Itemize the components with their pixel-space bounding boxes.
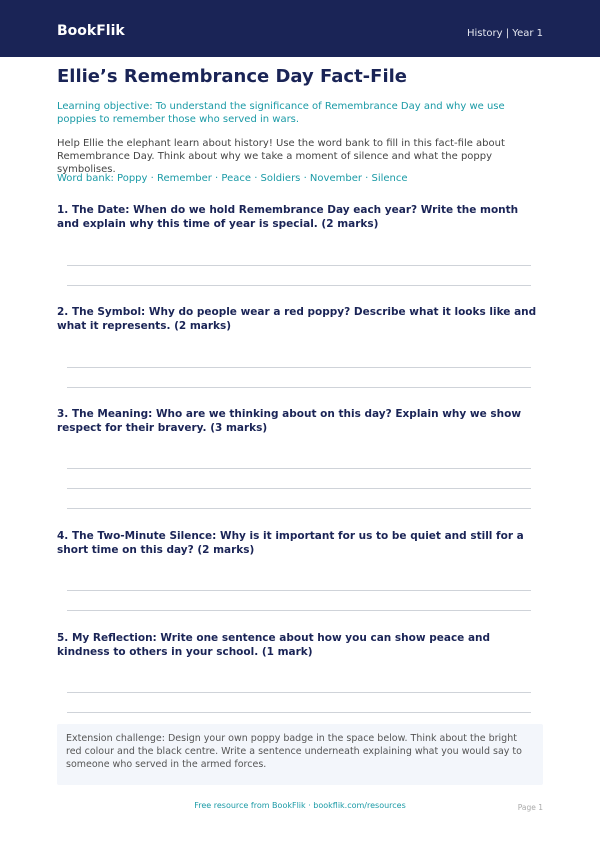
answer-line[interactable] <box>67 610 531 611</box>
answer-line[interactable] <box>67 285 531 286</box>
answer-line[interactable] <box>67 367 531 368</box>
answer-line[interactable] <box>67 590 531 591</box>
learning-objective: Learning objective: To understand the significance of Remembrance Day and why we use poppies to remember those who served in wars. <box>57 101 505 125</box>
intro-text: Help Ellie the elephant learn about history! Use the word bank to fill in this fact-file about Remembrance Day. Think about why we take a moment of silence and what the poppy symbolises. <box>57 138 505 175</box>
question-4: 4. The Two-Minute Silence: Why is it important for us to be quiet and still for a short time on this day? (2 marks) <box>57 530 524 556</box>
page-number: Page 1 <box>517 803 543 812</box>
answer-line[interactable] <box>67 468 531 469</box>
header-bar <box>0 0 600 57</box>
extension-text: Extension challenge: Design your own poppy badge in the space below. Think about the bright red colour and the black centre. Write a sentence underneath explaining what you would say to someone who served in the armed forces. <box>66 733 522 770</box>
question-2: 2. The Symbol: Why do people wear a red poppy? Describe what it looks like and what it represents. (2 marks) <box>57 306 537 332</box>
answer-line[interactable] <box>67 692 531 693</box>
question-5: 5. My Reflection: Write one sentence about how you can show peace and kindness to others in your school. (1 mark) <box>57 632 491 658</box>
answer-line[interactable] <box>67 712 531 713</box>
breadcrumb: History | Year 1 <box>466 28 543 39</box>
brand-logo[interactable]: BookFlik <box>57 23 125 39</box>
page-title: Ellie’s Remembrance Day Fact-File <box>57 66 407 87</box>
question-3: 3. The Meaning: Who are we thinking about on this day? Explain why we show respect for their bravery. (3 marks) <box>57 408 522 434</box>
answer-line[interactable] <box>67 508 531 509</box>
answer-line[interactable] <box>67 265 531 266</box>
word-bank: Word bank: Poppy · Remember · Peace · Soldiers · November · Silence <box>57 173 408 184</box>
answer-line[interactable] <box>67 488 531 489</box>
answer-line[interactable] <box>67 387 531 388</box>
extension-box <box>57 724 543 785</box>
question-1: 1. The Date: When do we hold Remembrance Day each year? Write the month and explain why this time of year is special. (2 marks) <box>57 204 519 230</box>
footer-credit[interactable]: Free resource from BookFlik · bookflik.com/resources <box>194 801 406 810</box>
